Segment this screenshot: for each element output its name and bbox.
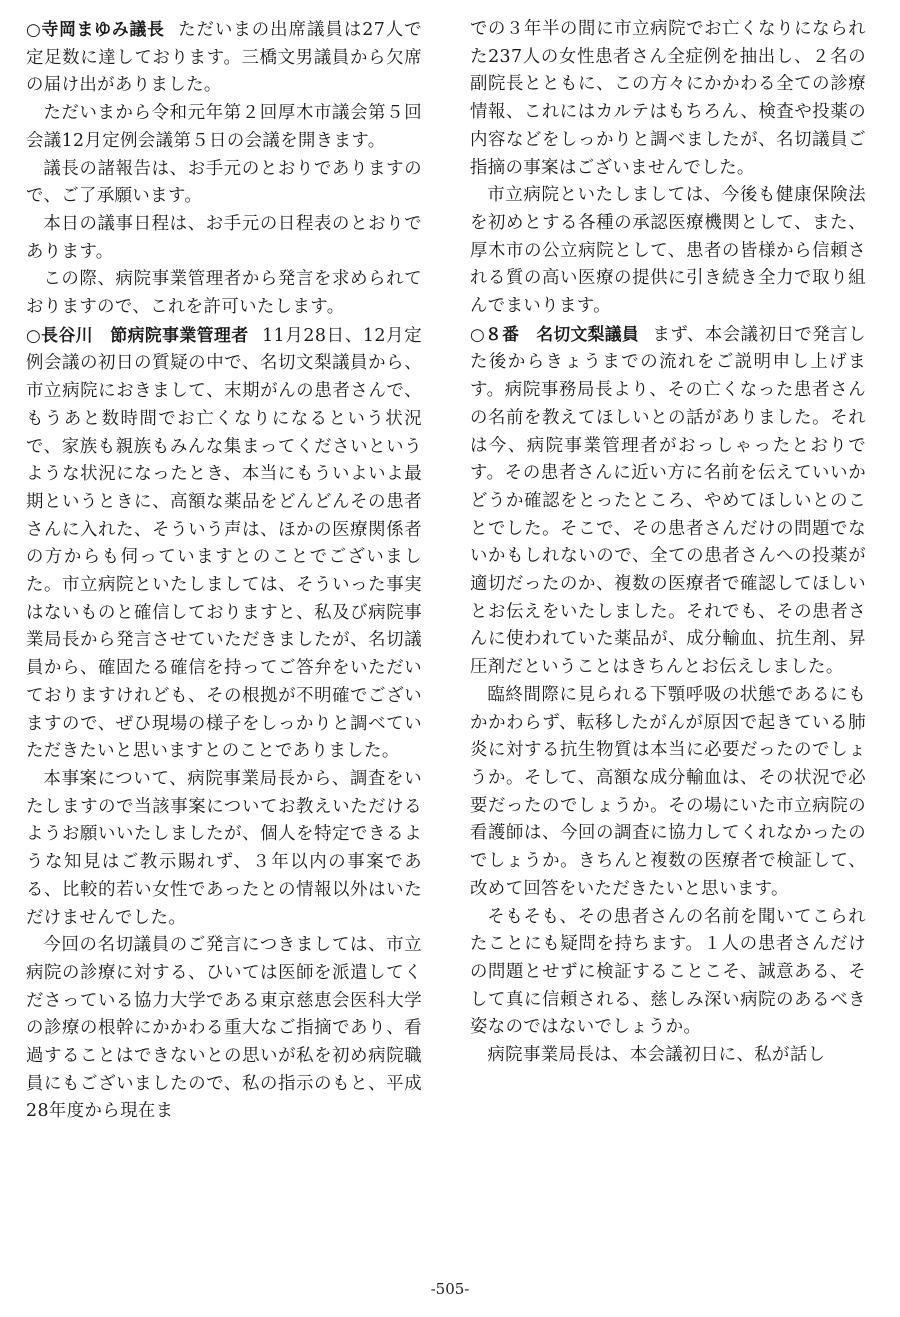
paragraph-text: 臨終間際に見られる下顎呼吸の状態であるにもかかわらず、転移したがんが原因で起きている肺炎に対する抗生物質は本当に必要だったのでしょうか。そして、高額な成分輸血は、その状況で必要だったのでしょうか。その場にいた市立病院の看護師は、今回の調査に協力してくれなかったのでしょうか。きちんと複数の医療者で検証して、改めて回答をいただきたいと思います。 xyxy=(470,684,866,899)
paragraph xyxy=(470,904,866,1043)
paragraph-text: ただいまの出席議員は27人で定足数に達しております。三橋文男議員から欠席の届け出がありました。 xyxy=(26,20,422,96)
paragraph-text: 11月28日、12月定例会議の初日の質疑の中で、名切文梨議員から、市立病院におきまして、末期がんの患者さんで、もうあと数時間でお亡くなりになるという状況で、家族も親族もみんな集まってくださいというような状況になったとき、本当にもういよいよ最期というときに、高額な薬品をどんどんその患者さんに入れた、そういう声は、ほかの医療関係者の方からも伺っていますとのことでございました。市立病院といたしましては、そういった事実はないものと確信しておりますと、私及び病院事業局長から発言させていただきましたが、名切議員から、確固たる確信を持ってご答弁をいただいておりますけれども、その根拠が不明確でございますので、ぜひ現場の様子をしっかりと調べていただきたいと思いますとのことでありました。 xyxy=(26,325,422,762)
paragraph xyxy=(470,1042,866,1070)
speaker-name: ○長谷川 節病院事業管理者 xyxy=(26,324,249,345)
paragraph-text: での３年半の間に市立病院でお亡くなりになられた237人の女性患者さん全症例を抽出し、２名の副院長とともに、この方々にかかわる全ての診療情報、これにはカルテはもちろん、検査や投薬の内容などをしっかりと調べましたが、名切議員ご指摘の事案はございませんでした。 xyxy=(470,19,866,178)
paragraph xyxy=(26,322,422,766)
speaker-name: ○８番 名切文梨議員 xyxy=(470,323,639,344)
paragraph xyxy=(26,211,422,266)
paragraph xyxy=(470,182,866,321)
paragraph xyxy=(26,156,422,211)
paragraph xyxy=(26,266,422,321)
paragraph xyxy=(26,932,422,1126)
paragraph-text: まず、本会議初日で発言した後からきょうまでの流れをご説明申し上げます。病院事務局長より、その亡くなった患者さんの名前を教えてほしいとの話がありました。それは今、病院事業管理者がおっしゃったとおりです。その患者さんに近い方に名前を伝えていいかどうか確認をとったところ、やめてほしいとのことでした。そこで、その患者さんだけの問題でないかもしれないので、全ての患者さんへの投薬が適切だったのか、複数の医療者で確認してほしいとお伝えをいたしました。それでも、その患者さんに使われていた薬品が、成分輸血、抗生剤、昇圧剤だということはきちんとお伝えしました。 xyxy=(470,324,866,678)
paragraph-text: 市立病院といたしましては、今後も健康保険法を初めとする各種の承認医療機関として、また、厚木市の公立病院として、患者の皆様から信頼される質の高い医療の提供に引き続き全力で取り組んでまいります。 xyxy=(470,185,866,317)
paragraph-text: 病院事業局長は、本会議初日に、私が話し xyxy=(487,1045,826,1066)
paragraph-text: 議長の諸報告は、お手元のとおりでありますので、ご了承願います。 xyxy=(26,158,422,207)
paragraph xyxy=(26,16,422,100)
paragraph xyxy=(26,766,422,932)
page-number: -505- xyxy=(430,1280,470,1298)
left-column xyxy=(26,16,422,1251)
paragraph-text: 本日の議事日程は、お手元の日程表のとおりであります。 xyxy=(26,213,422,262)
paragraph xyxy=(470,16,866,182)
paragraph xyxy=(470,682,866,904)
speaker-name: ○寺岡まゆみ議長 xyxy=(26,19,165,39)
right-column xyxy=(470,16,866,1251)
paragraph-text: 今回の名切議員のご発言につきましては、市立病院の診療に対する、ひいては医師を派遣してくださっている協力大学である東京慈恵会医科大学の診療の根幹にかかわる重大なご指摘であり、看過することはできないとの思いが私を初め病院職員にもございましたので、私の指示のもと、平成28年度から現在ま xyxy=(26,935,422,1122)
paragraph xyxy=(26,100,422,155)
paragraph-text: この際、病院事業管理者から発言を求められておりますので、これを許可いたします。 xyxy=(26,269,422,318)
paragraph-text: 本事案について、病院事業局長から、調査をいたしますので当該事案についてお教えいただけるようお願いいたしましたが、個人を特定できるような知見はご教示賜れず、３年以内の事案である、比較的若い女性であったとの情報以外はいただけませんでした。 xyxy=(26,768,422,928)
paragraph-text: そもそも、その患者さんの名前を聞いてこられたことにも疑問を持ちます。１人の患者さんだけの問題とせずに検証することこそ、誠意ある、そして真に信頼される、慈しみ深い病院のあるべき姿なのではないでしょうか。 xyxy=(470,906,866,1038)
paragraph-text: ただいまから令和元年第２回厚木市議会第５回会議12月定例会議第５日の会議を開きます。 xyxy=(26,103,422,151)
paragraph xyxy=(470,321,866,682)
